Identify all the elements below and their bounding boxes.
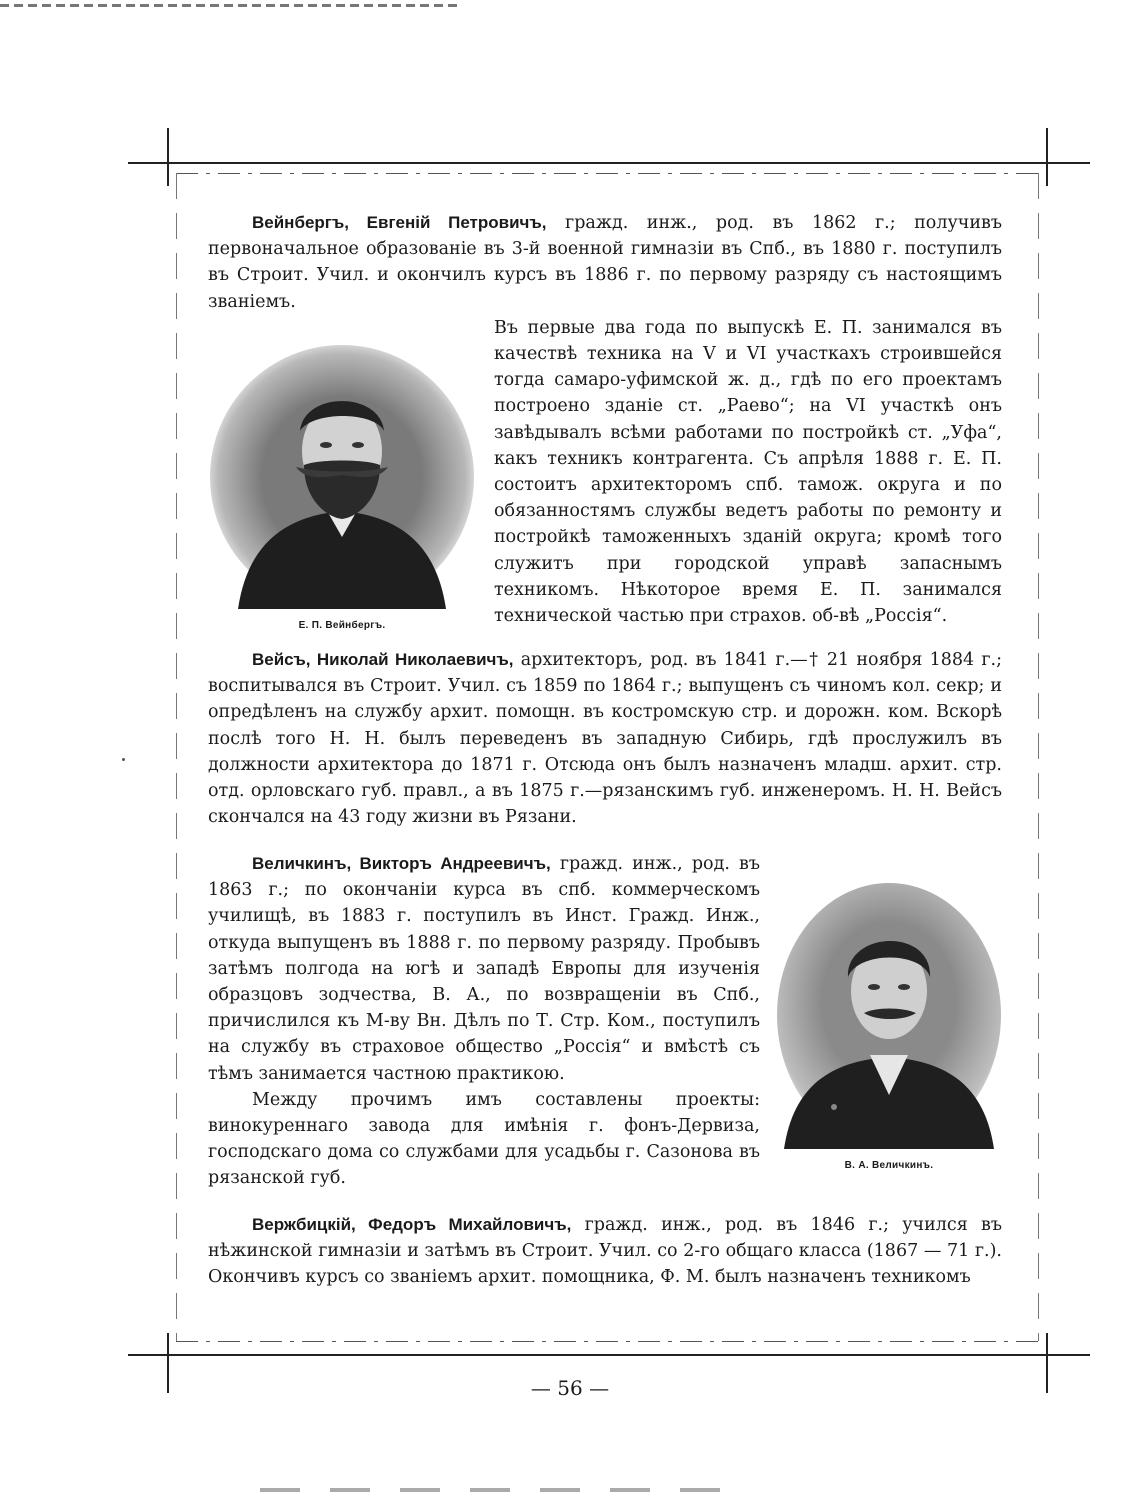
entry-weinberg-name: Вейнбергъ, Евгеній Петровичъ, (252, 213, 547, 232)
photo-velichkin-caption: В. А. Величкинъ. (844, 1160, 934, 1171)
photo-weinberg (208, 341, 476, 633)
entry-weiss-text: архитекторъ, род. въ 1841 г.—† 21 ноября 1884 г.; воспитывался въ Строит. Учил. съ 1859 по 1864 г.; выпущенъ съ чиномъ кол. секр; и опредѣленъ на службу архит. помощн. въ костромскую стр. и дорожн. ком. Вскорѣ послѣ того Н. Н. былъ переведенъ въ западную Сибирь, гдѣ прослужилъ въ должности архитектора до 1871 г. Отсюда онъ былъ назначенъ младш. архит. стр. отд. орловскаго губ. правл., а въ 1875 г.—рязанскимъ губ. инженеромъ. Н. Н. Вейсъ скончался на 43 году жизни въ Рязани. (208, 650, 1002, 828)
frame-top-rule (128, 162, 1090, 164)
entry-weinberg-continued: Въ первые два года по выпускѣ Е. П. занимался въ качествѣ техника на V и VI участкахъ строившейся тогда самаро-уфимской ж. д., гдѣ по его проектамъ построено зданіе ст. „Раево“; на VI участкѣ онъ завѣдывалъ всѣми работами по постройкѣ ст. „Уфа“, какъ техникъ контрагента. Съ апрѣля 1888 г. Е. П. состоитъ архитекторомъ спб. тамож. округа и по обязанностямъ службы ведетъ работы по ремонту и постройкѣ таможенныхъ зданій округа; кромѣ того служитъ при городской управѣ запаснымъ техникомъ. Нѣкоторое время Е. П. занимался технической частью при страхов. об-вѣ „Россія“. (494, 317, 1002, 627)
entry-velichkin-text: гражд. инж., род. въ 1863 г.; по окончаніи курса въ спб. коммерческомъ училищѣ, въ 1883 г. поступилъ въ Инст. Гражд. Инж., откуда выпущенъ въ 1888 г. по первому разряду. Пробывъ затѣмъ полгода на югѣ и западѣ Европы для изученія образцовъ зодчества, В. А., по возвращеніи въ Спб., причислился къ М-ву Вн. Дѣлъ по Т. Стр. Ком., поступилъ на службу въ страховое общество „Россія“ и вмѣстѣ съ тѣмъ занимается частною практикою. (208, 854, 760, 1084)
photo-velichkin (776, 881, 1002, 1173)
entry-velichkin-name: Величкинъ, Викторъ Андреевичъ, (252, 854, 551, 873)
frame-top-dashed-border (176, 173, 1038, 174)
entry-weinberg (208, 210, 1002, 633)
entry-verzhbitsky-paragraph (208, 1212, 1002, 1291)
top-edge-dashes (0, 4, 460, 7)
entry-weiss-name: Вейсъ, Николай Николаевичъ, (252, 650, 514, 669)
portrait-velichkin-image (776, 881, 1002, 1149)
frame-corner-tick-top-right (1046, 128, 1048, 186)
entry-verzhbitsky (208, 1212, 1002, 1291)
entry-weinberg-lead (208, 210, 1002, 315)
margin-speck (122, 758, 125, 761)
entry-weiss (208, 647, 1002, 830)
frame-corner-tick-top-left (167, 128, 169, 186)
entry-velichkin-projects: Между прочимъ имъ составлены проекты: винокуреннаго завода для имѣнія г. фонъ-Дервиза, господскаго дома со службами для усадьбы г. Сазонова въ рязанской губ. (208, 1089, 760, 1189)
frame-bottom-dashed-border (176, 1341, 1038, 1342)
photo-weinberg-caption: Е. П. Вейнбергъ. (298, 619, 386, 631)
entry-weiss-paragraph (208, 647, 1002, 830)
entry-verzhbitsky-text: гражд. инж., род. въ 1846 г.; учился въ нѣжинской гимназіи и затѣмъ въ Строит. Учил. со 2-го общаго класса (1867 — 71 г.). Окончивъ курсъ со званіемъ архит. помощника, Ф. М. былъ назначенъ техникомъ (208, 1215, 1002, 1288)
frame-bottom-rule (128, 1354, 1090, 1356)
frame-left-dashed-border (176, 173, 177, 1341)
frame-right-dashed-border (1038, 173, 1039, 1341)
entry-weinberg-lead-text: гражд. инж., род. въ 1862 г.; получивъ первоначальное образованіе въ 3-й военной гимназіи въ Спб., въ 1880 г. поступилъ въ Строит. Учил. и окончилъ курсъ въ 1886 г. по первому разряду съ настоящимъ званіемъ. (208, 213, 1002, 312)
page-number: — 56 — (530, 1376, 610, 1400)
entry-velichkin (208, 851, 1002, 1192)
portrait-weinberg-image (208, 341, 476, 609)
bottom-edge-bleed (260, 1488, 720, 1492)
entry-verzhbitsky-name: Вержбицкій, Федоръ Михайловичъ, (252, 1215, 572, 1234)
